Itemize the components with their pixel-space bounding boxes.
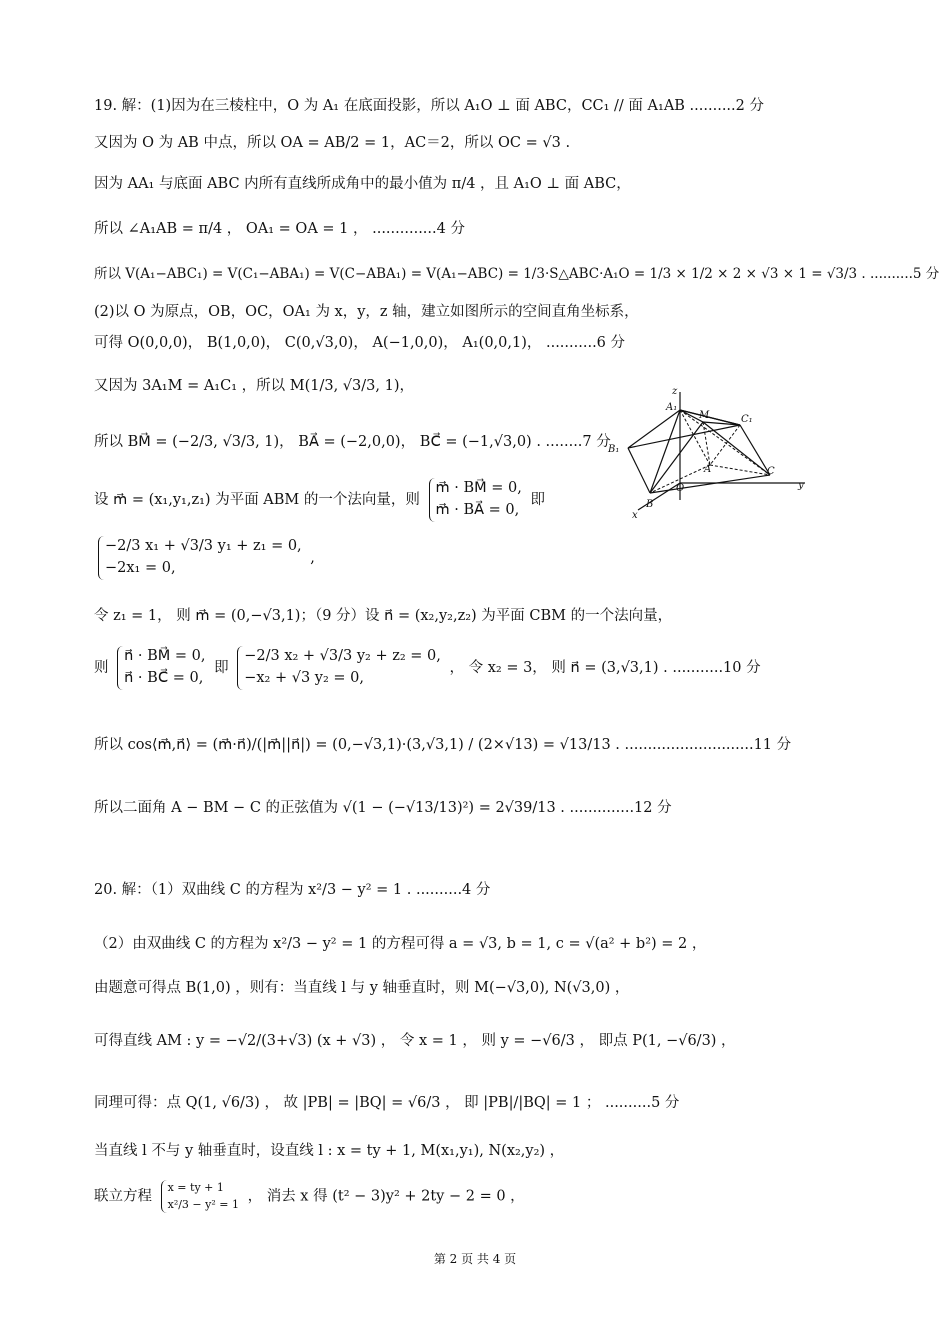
q20-line-7	[94, 1180, 525, 1213]
label-y: y	[798, 480, 804, 491]
q19-ji: 即	[530, 491, 545, 508]
label-b: B	[646, 499, 654, 510]
q19-system-cbm-expanded-eq1: −2/3 x₂ + √3/3 y₂ + z₂ = 0,	[244, 648, 441, 664]
q19-line-3: 因为 AA₁ 与底面 ABC 内所有直线所成角中的最小值为 π/4 ，且 A₁O ⊥ 面 ABC，	[94, 176, 631, 192]
q19-line-5: 所以 V(A₁−ABC₁) = V(C₁−ABA₁) = V(C−ABA₁) = V(A₁−ABC) = 1/3·S△ABC·A₁O = 1/3 × 1/2 × 2 × √3 × 1 = √3/3 . ..........5 分	[94, 266, 940, 282]
label-a: A	[704, 464, 712, 475]
q20-line-4: 可得直线 AM : y = −√2/(3+√3) (x + √3) ， 令 x = 1 ， 则 y = −√6/3 ， 即点 P(1, −√6/3) ，	[94, 1033, 736, 1049]
x-axis	[638, 483, 680, 510]
q19-line-14: 所以 cos⟨m⃗,n⃗⟩ = (m⃗·n⃗)/(|m⃗||n⃗|) = (0,−√3,1)·(3,√3,1) / (2×√13) = √13/13 . ............................11 分	[94, 737, 792, 753]
label-b1: B₁	[608, 444, 620, 455]
label-o: O	[676, 483, 685, 494]
q20-line-2: （2）由双曲线 C 的方程为 x²/3 − y² = 1 的方程可得 a = √3, b = 1, c = √(a² + b²) = 2 ，	[94, 936, 707, 952]
top-face	[628, 410, 740, 448]
q19-line-4: 所以 ∠A₁AB = π/4 ， OA₁ = OA = 1 ， ..............4 分	[94, 221, 465, 237]
q19-system-expanded	[98, 536, 302, 580]
q19-line-1: 19. 解：(1)因为在三棱柱中，O 为 A₁ 在底面投影，所以 A₁O ⊥ 面 ABC，CC₁ // 面 A₁AB ..........2 分	[94, 98, 764, 114]
label-c1: C₁	[741, 414, 753, 425]
q19-system-abm-eq1: m⃗ · BM⃗ = 0,	[435, 480, 522, 496]
q20-line-1: 20. 解：（1）双曲线 C 的方程为 x²/3 − y² = 1 . ..........4 分	[94, 882, 491, 898]
q19-system-abm	[429, 478, 522, 522]
q19-normal-intro: 设 m⃗ = (x₁,y₁,z₁) 为平面 ABM 的一个法向量，则	[94, 491, 420, 508]
q20-system-eq1: x = ty + 1	[167, 1181, 224, 1194]
page-footer: 第 2 页 共 4 页	[433, 1252, 517, 1266]
q20-system	[161, 1180, 239, 1213]
q19-ji-2: 即	[214, 659, 229, 676]
q20-system-eq2: x²/3 − y² = 1	[167, 1197, 239, 1211]
q19-line-10	[94, 478, 545, 522]
q19-line-6: (2)以 O 为原点，OB，OC，OA₁ 为 x，y，z 轴，建立如图所示的空间直角坐标系，	[94, 304, 639, 320]
q19-line-8: 又因为 3A₁M = A₁C₁ ，所以 M(1/3, √3/3, 1)，	[94, 378, 414, 394]
q19-line-13-tail: ， 令 x₂ = 3， 则 n⃗ = (3,√3,1) . ...........10 分	[449, 659, 761, 676]
q19-line-2: 又因为 O 为 AB 中点，所以 OA = AB/2 = 1，AC＝2，所以 OC = √3 .	[94, 135, 571, 151]
q19-line-12: 令 z₁ = 1， 则 m⃗ = (0,−√3,1)；（9 分）设 n⃗ = (x₂,y₂,z₂) 为平面 CBM 的一个法向量，	[94, 608, 673, 624]
q19-line-9: 所以 BM⃗ = (−2/3, √3/3, 1)， BA⃗ = (−2,0,0)， BC⃗ = (−1,√3,0) . ........7 分	[94, 434, 611, 450]
prism-figure	[600, 380, 815, 520]
q20-line-3: 由题意可得点 B(1,0) ，则有：当直线 l 与 y 轴垂直时，则 M(−√3,0), N(√3,0) ，	[94, 980, 630, 996]
q19-line-11: −2/3 x₁ + √3/3 y₁ + z₁ = 0, −2x₁ = 0, ,	[94, 536, 315, 580]
edge-b1-b	[628, 448, 650, 493]
top-face-2	[680, 410, 740, 425]
label-x: x	[632, 510, 638, 520]
q20-line-5: 同理可得：点 Q(1, √6/3) ， 故 |PB| = |BQ| = √6/3 ， 即 |PB|/|BQ| = 1 ； ..........5 分	[94, 1095, 680, 1111]
q19-line-13	[94, 646, 761, 690]
label-c: C	[767, 466, 775, 477]
label-a1: A₁	[666, 402, 678, 413]
q19-line-7: 可得 O(0,0,0)， B(1,0,0)， C(0,√3,0)， A(−1,0,0)， A₁(0,0,1)， ...........6 分	[94, 335, 626, 351]
q19-system-cbm-expanded-eq2: −x₂ + √3 y₂ = 0,	[244, 669, 365, 686]
edge-a1-c	[680, 410, 770, 475]
label-m: M	[699, 410, 710, 421]
q19-system-cbm-eq2: n⃗ · BC⃗ = 0,	[124, 669, 204, 686]
edge-a-c	[710, 465, 770, 475]
q20-line-7-tail: ， 消去 x 得 (t² − 3)y² + 2ty − 2 = 0 ，	[247, 1188, 525, 1205]
q19-ze: 则	[94, 659, 109, 676]
edge-c1-c	[740, 425, 770, 475]
q19-system-cbm-eq1: n⃗ · BM⃗ = 0,	[124, 648, 206, 664]
q20-line-6: 当直线 l 不与 y 轴垂直时，设直线 l : x = ty + 1, M(x₁,y₁), N(x₂,y₂) ，	[94, 1143, 565, 1159]
label-z: z	[672, 386, 678, 397]
q19-system-expanded-eq1: −2/3 x₁ + √3/3 y₁ + z₁ = 0,	[105, 538, 302, 554]
edge-b-c	[650, 475, 770, 493]
q19-system-cbm-expanded	[237, 646, 441, 690]
q19-line-15: 所以二面角 A − BM − C 的正弦值为 √(1 − (−√13/13)²) = 2√39/13 . ..............12 分	[94, 800, 672, 816]
q19-system-cbm	[117, 646, 205, 690]
q19-system-abm-eq2: m⃗ · BA⃗ = 0,	[435, 501, 520, 518]
q20-system-intro: 联立方程	[94, 1188, 152, 1205]
q19-system-expanded-eq2: −2x₁ = 0,	[105, 559, 176, 576]
